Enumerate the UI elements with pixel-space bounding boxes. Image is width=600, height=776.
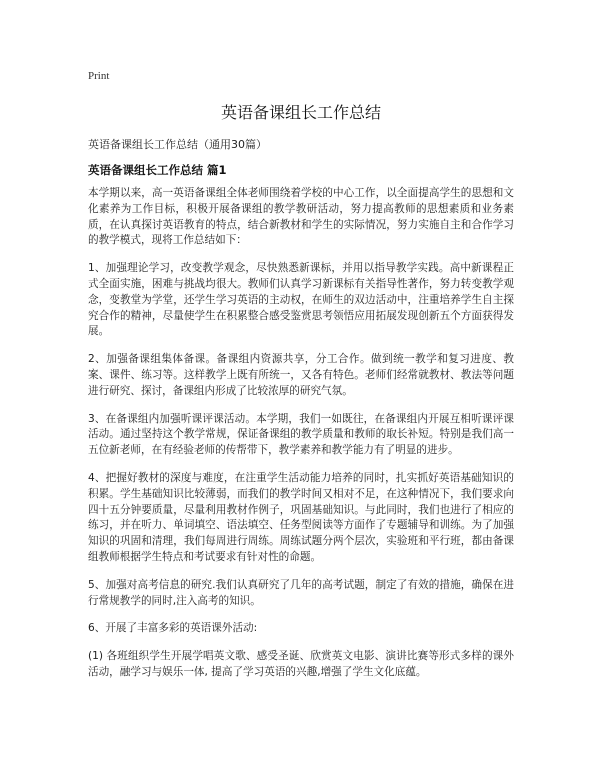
paragraph-item-1: 1、加强理论学习，改变教学观念，尽快熟悉新课标，并用以指导教学实践。高中新课程正式全面实施，困难与挑战均很大。教师们认真学习新课标有关指导性著作，努力转变教学观念，变教堂为学堂，还学生学习英语的主动权，在师生的双边活动中，注重培养学生自主探究合作的精神，尽量使学生在积累整合感受鉴赏思考领悟应用拓展发现创新五个方面获得发展。 xyxy=(88,262,514,338)
paragraph-item-3: 3、在备课组内加强听课评课活动。本学期，我们一如既往，在备课组内开展互相听课评课活动。通过坚持这个教学常规，保证备课组的教学质量和教师的取长补短。特别是我们高一五位新老师，在有经验老师的传帮带下，教学素养和教学能力有了明显的进步。 xyxy=(88,412,514,457)
print-link[interactable]: Print xyxy=(88,70,110,82)
paragraph-intro: 本学期以来，高一英语备课组全体老师围绕着学校的中心工作，以全面提高学生的思想和文化素养为工作目标，积极开展备课组的教学教研活动，努力提高教师的思想素质和业务素质，在认真探讨英语教育的特点，结合新教材和学生的实际情况，努力实施自主和合作学习的教学模式，现将工作总结如下： xyxy=(88,187,514,247)
paragraph-item-5: 5、加强对高考信息的研究.我们认真研究了几年的高考试题，制定了有效的措施，确保在进行常规教学的同时,注入高考的知识。 xyxy=(88,578,514,607)
paragraph-item-6-1: (1) 各班组织学生开展学唱英文歌、感受圣诞、欣赏英文电影、演讲比赛等形式多样的课外活动，融学习与娱乐一体, 提高了学习英语的兴趣,增强了学生文化底蕴。 xyxy=(88,650,514,678)
section-heading: 英语备课组长工作总结 篇1 xyxy=(88,163,227,177)
page-title: 英语备课组长工作总结 xyxy=(220,103,381,122)
document-body xyxy=(88,186,514,693)
paragraph-item-6: 6、开展了丰富多彩的英语课外活动: xyxy=(88,622,258,635)
document-subtitle: 英语备课组长工作总结（通用30篇） xyxy=(88,138,267,151)
paragraph-item-4: 4、把握好教材的深度与难度，在注重学生活动能力培养的同时，扎实抓好英语基础知识的积累。学生基础知识比较薄弱，而我们的教学时间又相对不足，在这种情况下，我们要求向四十五分钟要质量，尽量利用教材作例子，巩固基础知识。与此同时，我们也进行了相应的练习，并在听力、单词填空、语法填空、任务型阅读等方面作了专题辅导和训练。为了加强知识的巩固和清理，我们每周进行周练。周练试题分两个层次，实验班和平行班，都由备课组教师根据学生特点和考试要求有针对性的命题。 xyxy=(88,471,514,563)
paragraph-item-2: 2、加强备课组集体备课。备课组内资源共享，分工合作。做到统一教学和复习进度、教案、课件、练习等。这样教学上既有所统一，又各有特色。老师们经常就教材、教法等问题进行研究、探讨，备课组内形成了比较浓厚的研究气氛。 xyxy=(88,353,514,397)
